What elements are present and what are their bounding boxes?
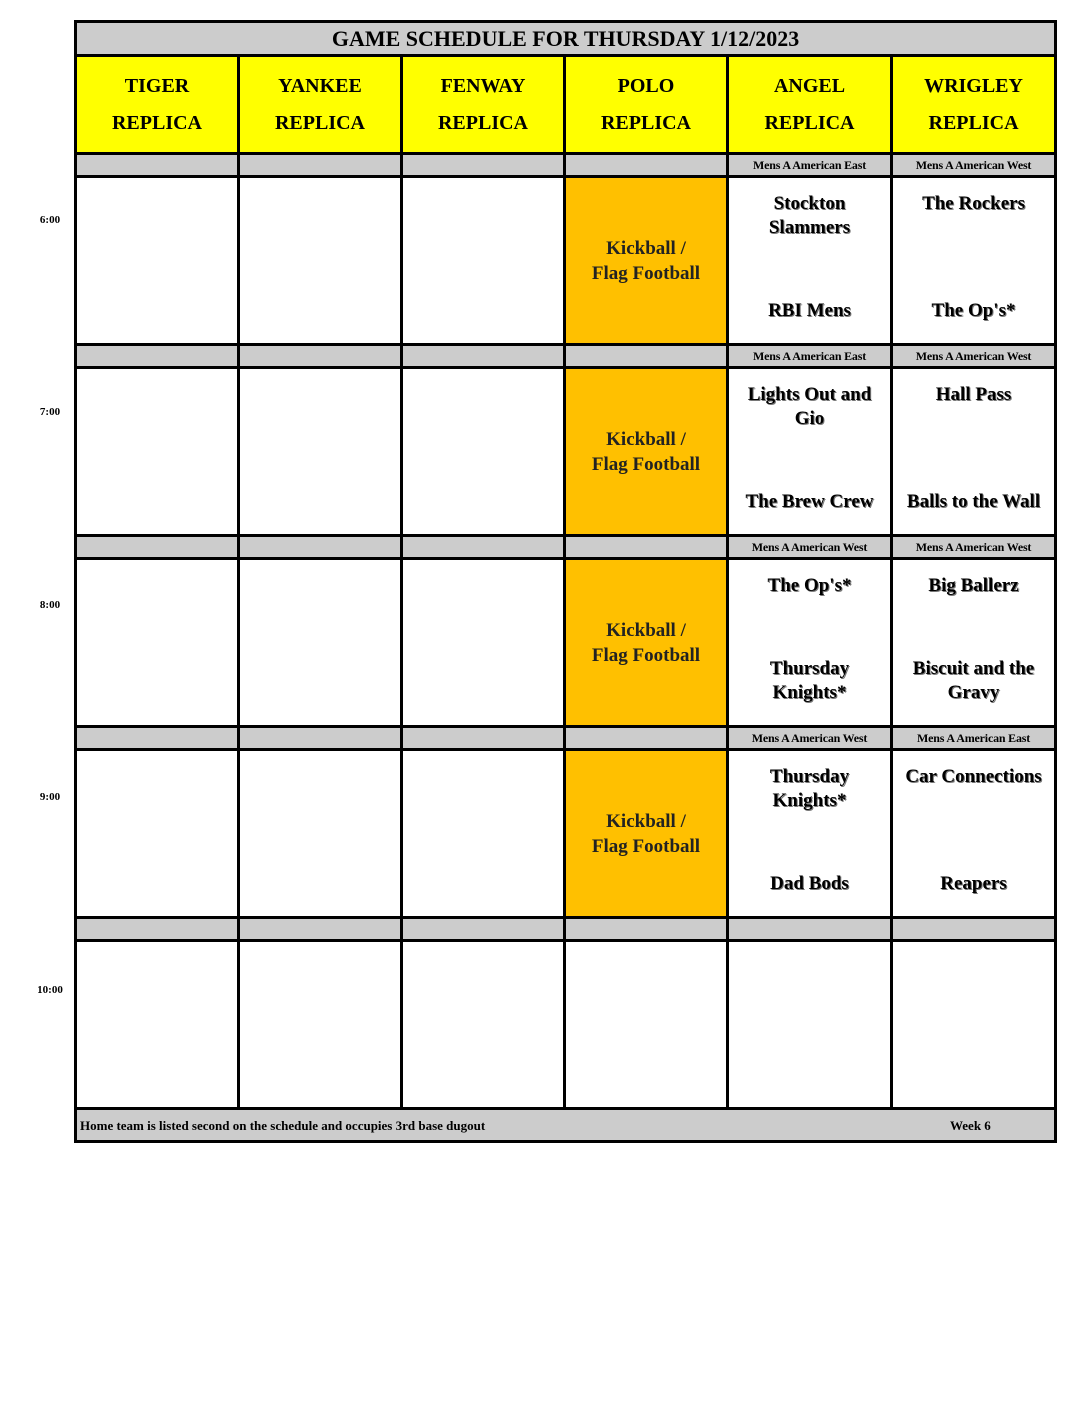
- time-label: 10:00: [37, 984, 63, 996]
- division-row: [76, 345, 1056, 368]
- division-cell: [239, 918, 402, 941]
- empty-slot: [402, 941, 565, 1109]
- division-cell: [402, 536, 565, 559]
- footer-row: [76, 1109, 1056, 1142]
- home-team: The Brew Crew: [745, 491, 874, 512]
- away-team: The Op's*: [767, 575, 852, 596]
- footer: [76, 1109, 1056, 1142]
- kickball-label: Flag Football: [591, 644, 701, 666]
- field-sub: REPLICA: [764, 111, 855, 134]
- title-row: [76, 22, 1056, 56]
- empty-slot: [239, 368, 402, 536]
- empty-slot: [239, 177, 402, 345]
- division-cell: [402, 154, 565, 177]
- empty-slot: [239, 750, 402, 918]
- division-cell: [565, 918, 728, 941]
- empty-slot: [76, 750, 239, 918]
- division-row: [76, 918, 1056, 941]
- home-team: The Op's*: [931, 300, 1016, 321]
- division-cell: [239, 345, 402, 368]
- game-slot-angel: [728, 559, 892, 727]
- kickball-slot: [565, 177, 728, 345]
- division-cell: [565, 345, 728, 368]
- game-slot-wrigley: [892, 750, 1056, 918]
- division-cell: Mens A American West: [892, 345, 1056, 368]
- field-sub: REPLICA: [274, 111, 365, 134]
- division-cell: Mens A American East: [728, 345, 892, 368]
- division-cell: [76, 345, 239, 368]
- division-cell: [76, 536, 239, 559]
- division-cell: [239, 727, 402, 750]
- division-cell: [76, 918, 239, 941]
- division-cell: Mens A American West: [728, 536, 892, 559]
- division-cell: [239, 154, 402, 177]
- field-sub: REPLICA: [600, 111, 691, 134]
- home-team: Dad Bods: [770, 873, 849, 894]
- time-slot-row: [76, 368, 1056, 536]
- division-cell: [76, 727, 239, 750]
- division-cell: [565, 727, 728, 750]
- division-row: [76, 536, 1056, 559]
- field-sub: REPLICA: [437, 111, 528, 134]
- division-cell: Mens A American East: [892, 727, 1056, 750]
- field-sub: REPLICA: [111, 111, 202, 134]
- schedule-table: [74, 20, 1057, 1143]
- away-team: Car Connections: [905, 766, 1042, 787]
- division-row: [76, 154, 1056, 177]
- empty-slot: [402, 750, 565, 918]
- kickball-label: Flag Football: [591, 262, 701, 284]
- away-team: Stockton Slammers: [768, 193, 851, 238]
- empty-slot: [76, 368, 239, 536]
- game-slot-wrigley: [892, 177, 1056, 345]
- division-cell: Mens A American West: [892, 536, 1056, 559]
- field-header-tiger: [76, 56, 239, 154]
- week-label: Week 6: [950, 1118, 991, 1133]
- division-cell: Mens A American West: [728, 727, 892, 750]
- time-slot-row: [76, 559, 1056, 727]
- division-cell: [565, 536, 728, 559]
- kickball-label: Kickball /: [606, 619, 686, 641]
- home-team: Balls to the Wall: [906, 491, 1041, 512]
- field-name: TIGER: [124, 74, 190, 97]
- division-cell: [402, 918, 565, 941]
- field-header-row: [76, 56, 1056, 154]
- field-name: WRIGLEY: [924, 74, 1023, 97]
- division-cell: [565, 154, 728, 177]
- game-slot-angel: [728, 177, 892, 345]
- field-name: POLO: [617, 74, 675, 97]
- field-header-angel: [728, 56, 892, 154]
- time-slot-row: [76, 177, 1056, 345]
- time-label: 9:00: [39, 791, 61, 803]
- kickball-label: Flag Football: [591, 453, 701, 475]
- field-header-polo: [565, 56, 728, 154]
- kickball-slot: [565, 559, 728, 727]
- game-slot-wrigley: [892, 368, 1056, 536]
- away-team: Hall Pass: [935, 384, 1012, 405]
- empty-slot: [239, 941, 402, 1109]
- empty-slot: [239, 559, 402, 727]
- game-slot-angel: [728, 750, 892, 918]
- division-row: [76, 727, 1056, 750]
- division-cell: [892, 918, 1056, 941]
- away-team: The Rockers: [922, 193, 1025, 214]
- schedule-title: GAME SCHEDULE FOR THURSDAY 1/12/2023: [76, 22, 1056, 56]
- kickball-slot: [565, 368, 728, 536]
- home-team-note: Home team is listed second on the schedule and occupies 3rd base dugout: [80, 1118, 486, 1133]
- field-name: FENWAY: [440, 74, 526, 97]
- empty-slot: [402, 559, 565, 727]
- time-slot-row: [76, 750, 1056, 918]
- kickball-slot: [565, 750, 728, 918]
- game-slot-angel: [728, 368, 892, 536]
- empty-slot: [402, 368, 565, 536]
- time-label: 7:00: [39, 406, 61, 418]
- field-header-wrigley: [892, 56, 1056, 154]
- home-team: Reapers: [940, 873, 1007, 894]
- division-cell: Mens A American West: [892, 154, 1056, 177]
- time-slot-row: [76, 941, 1056, 1109]
- empty-slot: [76, 941, 239, 1109]
- kickball-label: Kickball /: [606, 428, 686, 450]
- field-sub: REPLICA: [928, 111, 1019, 134]
- empty-slot: [402, 177, 565, 345]
- kickball-label: Flag Football: [591, 835, 701, 857]
- field-header-yankee: [239, 56, 402, 154]
- field-name: YANKEE: [278, 74, 362, 97]
- empty-slot: [892, 941, 1056, 1109]
- time-label: 8:00: [39, 599, 61, 611]
- home-team: RBI Mens: [768, 300, 851, 321]
- home-team: Thursday Knights*: [769, 658, 850, 703]
- home-team: Biscuit and the Gravy: [912, 658, 1035, 703]
- division-cell: [728, 918, 892, 941]
- kickball-label: Kickball /: [606, 810, 686, 832]
- away-team: Lights Out and Gio: [747, 384, 872, 429]
- away-team: Big Ballerz: [928, 575, 1019, 596]
- field-header-fenway: [402, 56, 565, 154]
- kickball-label: Kickball /: [606, 237, 686, 259]
- division-cell: [76, 154, 239, 177]
- division-cell: Mens A American East: [728, 154, 892, 177]
- empty-slot: [76, 177, 239, 345]
- away-team: Thursday Knights*: [769, 766, 850, 811]
- field-name: ANGEL: [773, 74, 846, 97]
- empty-slot: [565, 941, 728, 1109]
- time-label: 6:00: [39, 214, 61, 226]
- division-cell: [402, 345, 565, 368]
- empty-slot: [728, 941, 892, 1109]
- game-slot-wrigley: [892, 559, 1056, 727]
- empty-slot: [76, 559, 239, 727]
- division-cell: [402, 727, 565, 750]
- division-cell: [239, 536, 402, 559]
